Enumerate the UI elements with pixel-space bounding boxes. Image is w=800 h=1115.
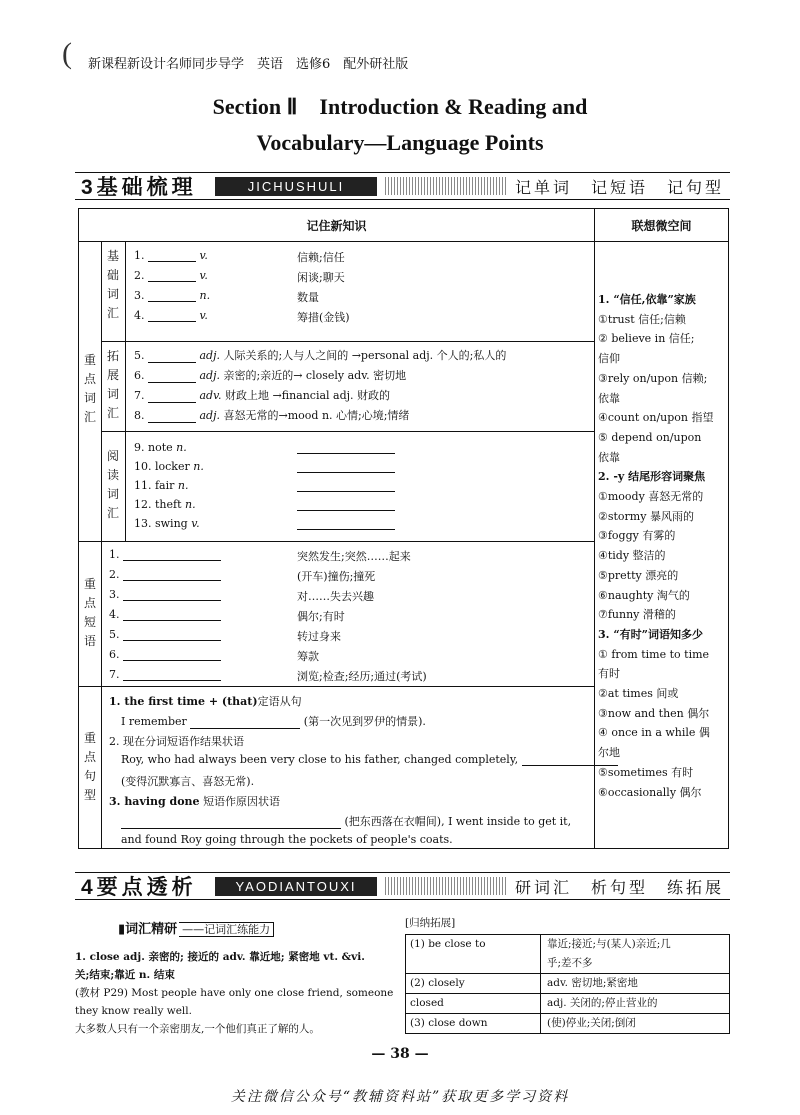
box-cell-left [406, 954, 541, 973]
association-item: ⑥naughty 淘气的 [598, 588, 690, 602]
list-item: 7. adv. 财政上地 →financial adj. 财政的 [134, 389, 391, 402]
sentence-1-title: 1. the first time + (that)定语从句 [109, 695, 302, 708]
vocab-study-tag: ▮词汇精研 ——记词汇练能力 [118, 918, 274, 937]
box-cell-right: 乎;差不多 [547, 957, 593, 969]
answer-blank [297, 441, 395, 454]
box-row [406, 1013, 729, 1033]
association-item: ④tidy 整洁的 [598, 549, 666, 563]
association-item: ④ once in a while 偶 [598, 726, 710, 740]
basic-cn: 闲谈;聊天 [297, 271, 345, 284]
entry-head-2: 关;结束;靠近 n. 结束 [75, 969, 175, 981]
answer-blank [297, 460, 395, 473]
band-stripe [385, 177, 507, 195]
sentence-3-body: (把东西落在衣帽间), I went inside to get it, [121, 813, 571, 829]
group-label-sentence: 重点句型 [83, 731, 96, 802]
association-item: 1. “信任,依靠”家族 [598, 293, 696, 306]
group-label-phrase: 重点短语 [83, 577, 96, 648]
band-words: 研词汇 析句型 练拓展 [514, 877, 724, 897]
footer-notice: 关注微信公众号“教辅资料站”获取更多学习资料 [230, 1089, 570, 1105]
list-item: 9. note n. [134, 441, 187, 454]
phrase-cn: 对……失去兴趣 [297, 590, 374, 603]
box-row [406, 973, 729, 993]
phrase-cn: (开车)撞伤;撞死 [297, 570, 376, 583]
box-cell-right: 靠近;接近;与(某人)亲近;几 [547, 938, 671, 950]
association-item: ②stormy 暴风雨的 [598, 509, 694, 523]
band-pinyin: JICHUSHULI [215, 177, 377, 196]
bracket-decoration: ( [62, 37, 72, 70]
association-item: ⑤ depend on/upon [598, 430, 702, 444]
list-item: 5. [109, 628, 221, 641]
association-item: 有时 [598, 667, 620, 681]
entry-close [75, 948, 395, 1038]
page-number: — 38 — [371, 1046, 429, 1062]
box-cell-right: adv. 密切地;紧密地 [547, 977, 638, 989]
section-band-basics [75, 172, 730, 200]
list-item: 12. theft n. [134, 498, 196, 511]
association-item: ③now and then 偶尔 [598, 706, 710, 720]
sentence-2-body: Roy, who had always been very close to his father, changed completely, [121, 753, 618, 766]
association-item: 依靠 [598, 391, 620, 405]
box-cell-left: closed [406, 994, 541, 1013]
phrase-cn: 偶尔;有时 [297, 610, 345, 623]
table-head-left: 记住新知识 [306, 219, 367, 233]
basic-cn: 信赖;信任 [297, 251, 345, 264]
list-item: 3. [109, 588, 221, 601]
list-item: 2. v. [134, 269, 208, 282]
list-item: 6. [109, 648, 221, 661]
association-item: 2. -y 结尾形容词聚焦 [598, 470, 706, 484]
band-words: 记单词 记短语 记句型 [514, 177, 724, 197]
list-item: 1. [109, 548, 221, 561]
list-item: 7. [109, 668, 221, 681]
sentence-1-body: I remember (第一次见到罗伊的情景). [121, 715, 426, 728]
list-item: 8. adj. 喜怒无常的→mood n. 心情;心境;情绪 [134, 409, 410, 422]
association-item: 依靠 [598, 450, 620, 464]
association-item: ③rely on/upon 信赖; [598, 371, 708, 385]
section-title-line1: Section Ⅱ Introduction & Reading and [212, 94, 588, 119]
box-row [406, 954, 729, 973]
sentence-3-title: 3. having done 短语作原因状语 [109, 795, 281, 808]
list-item: 13. swing v. [134, 517, 200, 530]
sub-label-reading: 阅读词汇 [106, 449, 119, 520]
header-text: 新课程新设计名师同步导学 英语 选修6 配外研社版 [88, 57, 409, 72]
box-cell-left: (1) be close to [406, 935, 541, 954]
association-item: 尔地 [598, 746, 620, 760]
association-item: ⑦funny 滑稽的 [598, 608, 676, 622]
entry-head: 1. close adj. 亲密的; 接近的 adv. 靠近地; 紧密地 vt. &vi. [75, 951, 365, 963]
association-item: ③foggy 有雾的 [598, 529, 676, 543]
box-cell-left: (3) close down [406, 1014, 541, 1033]
phrase-cn: 转过身来 [297, 630, 341, 643]
band-stripe [385, 877, 507, 895]
section-band-points [75, 872, 730, 900]
group-label-vocab: 重点词汇 [83, 353, 96, 424]
list-item: 4. [109, 608, 221, 621]
association-panel [598, 290, 718, 802]
list-item: 6. adj. 亲密的;亲近的→ closely adv. 密切地 [134, 369, 407, 382]
phrase-cn: 突然发生;突然……起来 [297, 550, 411, 563]
sentence-2-cn: (变得沉默寡言、喜怒无常). [121, 775, 255, 788]
list-item: 11. fair n. [134, 479, 189, 492]
entry-source-2: they know really well. [75, 1005, 192, 1017]
sentence-2-title: 2. 现在分词短语作结果状语 [109, 735, 244, 748]
band-pinyin: YAODIANTOUXI [215, 877, 377, 896]
list-item: 3. n. [134, 289, 211, 302]
association-item: ② believe in 信任; [598, 332, 695, 346]
sentence-3-tail: and found Roy going through the pockets of people's coats. [121, 833, 453, 846]
box-cell-left: (2) closely [406, 974, 541, 993]
box-cell-right: (使)停业;关闭;倒闭 [547, 1017, 636, 1029]
phrase-cn: 浏览;检查;经历;通过(考试) [297, 670, 427, 683]
tag-title: 词汇精研 [125, 922, 178, 937]
section-title-line2: Vocabulary—Language Points [256, 130, 544, 155]
box-row [406, 993, 729, 1013]
band-number-title: 3基础梳理 [81, 176, 197, 199]
list-item: 2. [109, 568, 221, 581]
association-item: 3. “有时”词语知多少 [598, 627, 703, 641]
entry-translation: 大多数人只有一个亲密朋友,一个他们真正了解的人。 [75, 1023, 320, 1035]
band-number-title: 4要点透析 [81, 876, 197, 899]
box-title: [归纳拓展] [405, 917, 456, 929]
list-item: 1. v. [134, 249, 208, 262]
association-item: ④count on/upon 指望 [598, 411, 714, 425]
association-item: ①trust 信任;信赖 [598, 312, 686, 326]
box-table [405, 934, 730, 1034]
sub-label-expand: 拓展词汇 [106, 349, 119, 420]
association-item: ⑤sometimes 有时 [598, 765, 694, 779]
association-item: ⑥occasionally 偶尔 [598, 785, 702, 799]
answer-blank [297, 498, 395, 511]
bookmark-icon: ▮ [118, 922, 126, 937]
sub-label-basic: 基础词汇 [106, 249, 119, 320]
association-item: ②at times 间或 [598, 687, 679, 701]
association-item: ①moody 喜怒无常的 [598, 490, 704, 504]
list-item: 5. adj. 人际关系的;人与人之间的 →personal adj. 个人的;私人的 [134, 349, 507, 362]
box-cell-right: adj. 关闭的;停止营业的 [547, 997, 658, 1009]
entry-source: (教材 P29) Most people have only one close friend, someone [75, 987, 394, 999]
association-item: ① from time to time [598, 647, 710, 661]
association-item: ⑤pretty 漂亮的 [598, 568, 679, 582]
table-head-right: 联想微空间 [631, 219, 692, 233]
answer-blank [297, 517, 395, 530]
basic-cn: 数量 [297, 291, 319, 304]
basic-cn: 筹措(金钱) [297, 311, 350, 324]
list-item: 4. v. [134, 309, 208, 322]
list-item: 10. locker n. [134, 460, 204, 473]
association-item: 信仰 [598, 352, 620, 366]
summary-box [405, 915, 730, 1034]
page-header [62, 37, 762, 75]
tag-subtitle: 记词汇练能力 [204, 923, 271, 936]
phrase-cn: 筹款 [297, 650, 319, 663]
answer-blank [297, 479, 395, 492]
box-row [406, 935, 729, 954]
